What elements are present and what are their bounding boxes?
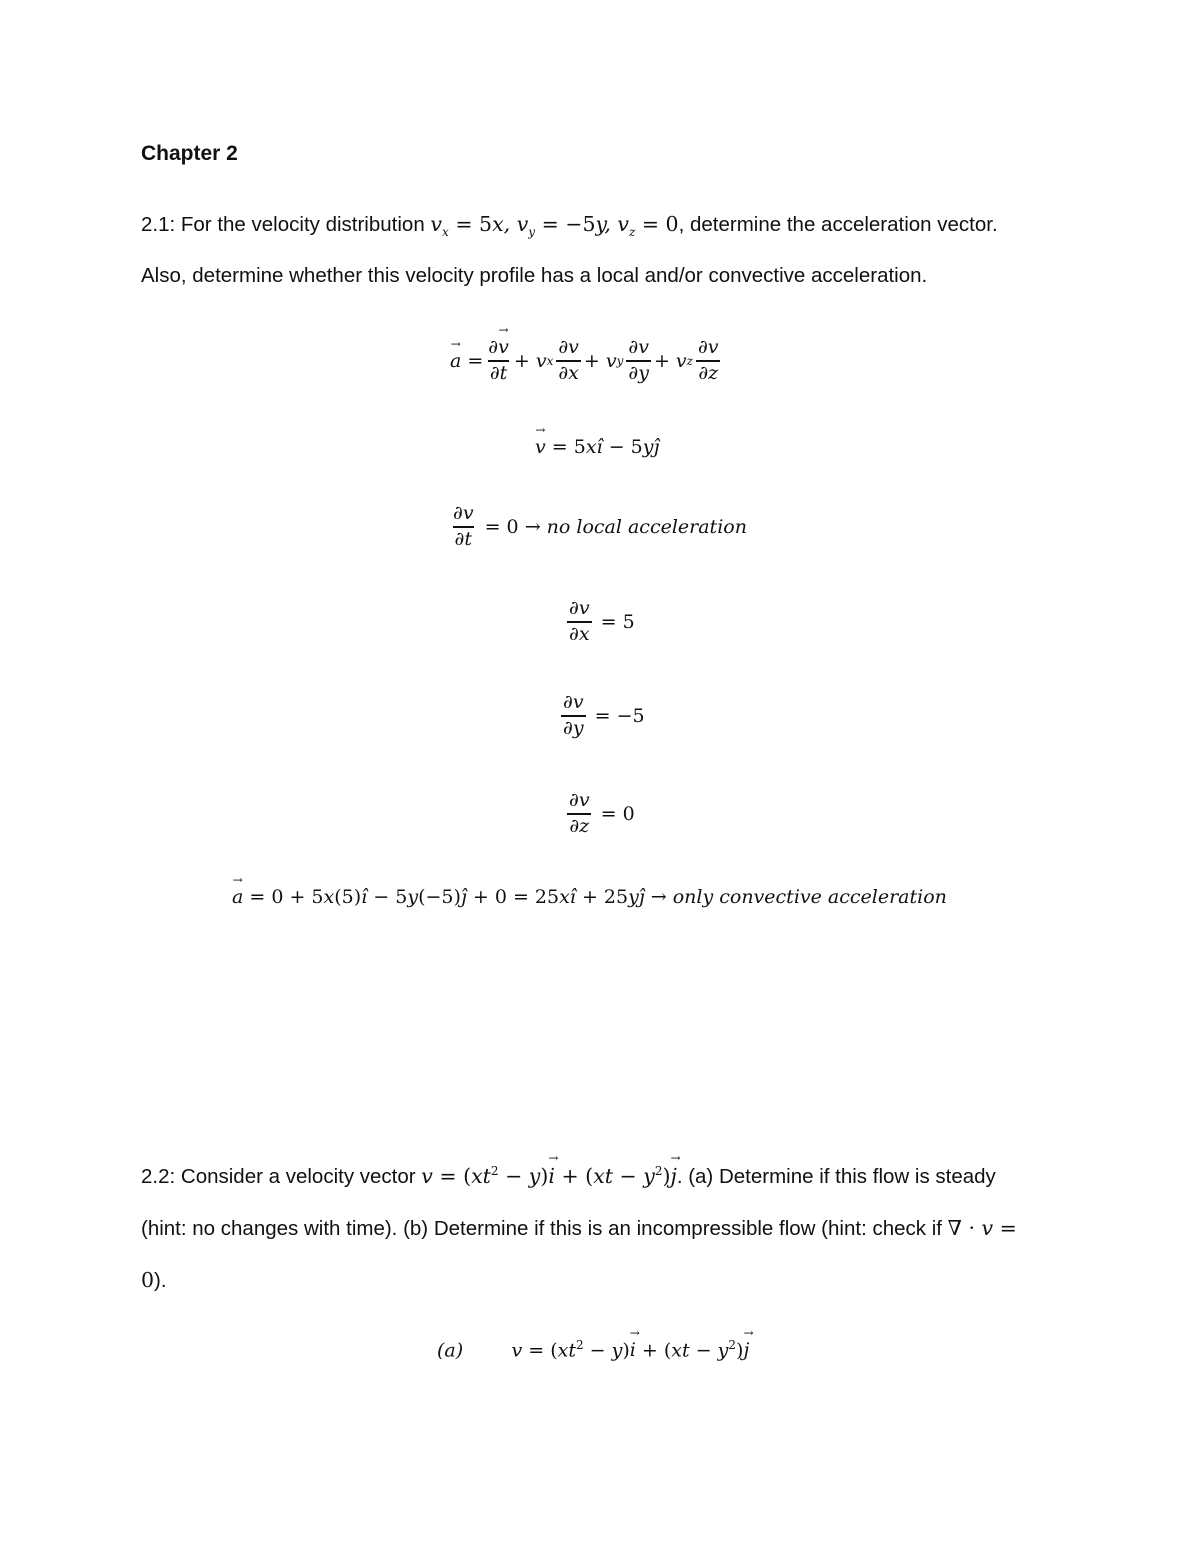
zero-math: 0	[141, 1268, 155, 1292]
velocity-distribution-math: $v_x = 5x$, $v_y = -5y$, $v_z = 0$	[430, 212, 679, 240]
problem-2-2-line1	[141, 1164, 996, 1189]
problem-2-1-line1	[141, 212, 998, 239]
equation-velocity-vector: → v = 5xî − 5yĵ	[535, 436, 659, 458]
problem-2-1-text-a: 2.1: For the velocity distribution	[141, 213, 431, 236]
final-note: only convective acceleration	[672, 886, 947, 908]
problem-2-1-text-b: , determine the acceleration vector.	[678, 213, 998, 236]
problem-2-2-line3	[141, 1268, 167, 1293]
problem-2-2-line3-tail: ).	[154, 1269, 167, 1292]
equation-final-acceleration: → a = 0 + 5x(5)î − 5y(−5)ĵ + 0 = 25xî + 25yĵ → only convective acceleration	[232, 886, 947, 908]
equation-dvdt: $\frac{\partial v}{\partial t}$ = 0 → no local acceleration	[453, 502, 747, 550]
problem-2-2-text-a: 2.2: Consider a velocity vector	[141, 1165, 422, 1188]
problem-2-2-text-b: . (a) Determine if this flow is steady	[676, 1165, 996, 1188]
equation-part-a: (a) $v = (xt^2 - y)\to i + (xt - y^2)\to j$	[437, 1338, 749, 1361]
equation-dvdy: $\frac{\partial v}{\partial y}$ = −5	[563, 691, 645, 739]
equation-dvdz: $\frac{\partial v}{\partial z}$ = 0	[569, 789, 635, 837]
chapter-title: Chapter 2	[141, 142, 238, 165]
problem-2-2-line2	[141, 1216, 1017, 1241]
problem-2-2-line2-text: (hint: no changes with time). (b) Determine if this is an incompressible flow (hint: check if	[141, 1217, 948, 1240]
dvdz-value: 0	[622, 802, 635, 825]
divergence-math: ∇ · v =	[947, 1216, 1017, 1240]
dvdx-value: 5	[622, 610, 635, 633]
dvdy-value: −5	[616, 704, 645, 727]
equation-dvdx: $\frac{\partial v}{\partial x}$ = 5	[569, 597, 635, 645]
problem-2-1-line2: Also, determine whether this velocity profile has a local and/or convective acceleration.	[141, 264, 928, 287]
part-a-label: (a)	[437, 1339, 464, 1362]
dvdt-note: no local acceleration	[546, 515, 747, 538]
velocity-vector-math: $v = (xt^2 - y)\to i + (xt - y^2)\to j$	[421, 1164, 677, 1188]
equation-acceleration-definition: → a = $\frac{\partial\to v}{\partial t}$ + v x $\frac{\partial v}{\partial x}$ + v y $\frac{\partial v}{\partial y}$ + v z $\frac{\partial v}{\partial z}$	[450, 337, 724, 385]
